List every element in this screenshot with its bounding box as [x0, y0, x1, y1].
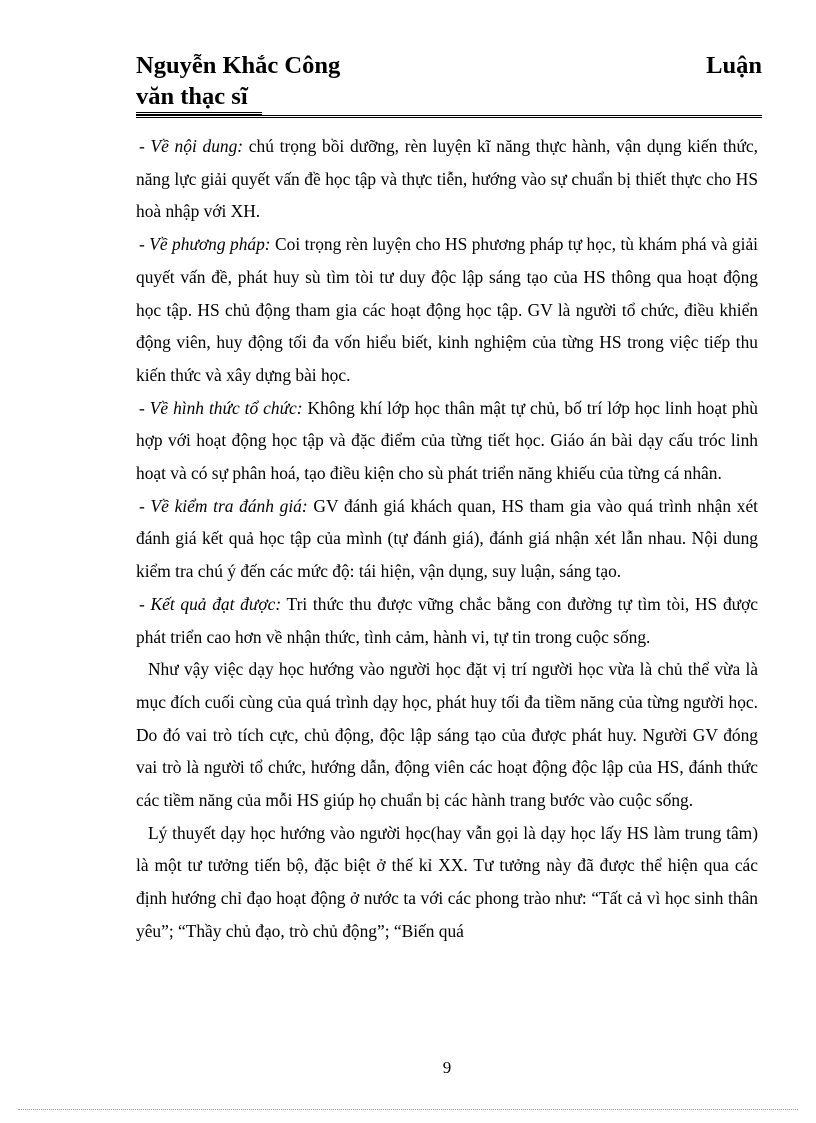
section-text: chú trọng bồi dưỡng, rèn luyện kĩ năng thực hành, vận dụng kiến thức, năng lực giải quyết vấn đề học tập và thực tiễn, hướng vào sự chuẩn bị thiết thực cho HS hoà nhập với XH.	[136, 136, 758, 222]
header-title: Luận	[706, 52, 762, 79]
section-assessment	[136, 490, 758, 588]
section-label: - Kết quả đạt được:	[139, 593, 282, 614]
section-content	[136, 130, 758, 228]
paragraph: Như vậy việc dạy học hướng vào người học đặt vị trí người học vừa là chủ thể vừa là mục đích cuối cùng của quá trình dạy học, phát huy tối đa tiềm năng của từng người học. Do đó vai trò tích cực, chủ động, độc lập sáng tạo của được phát huy. Người GV đóng vai trò là người tổ chức, hướng dẫn, động viên các hoạt động độc lập của HS, đánh thức các tiềm năng của mỗi HS giúp họ chuẩn bị các hành trang bước vào cuộc sống.	[136, 659, 758, 811]
section-text: GV đánh giá khách quan, HS tham gia vào quá trình nhận xét đánh giá kết quả học tập của mình (tự đánh giá), đánh giá nhận xét lẫn nhau. Nội dung kiểm tra chú ý đến các mức độ: tái hiện, vận dụng, suy luận, sáng tạo.	[136, 495, 758, 582]
section-text: Không khí lớp học thân mật tự chủ, bố trí lớp học linh hoạt phù hợp với hoạt động học tập và đặc điểm của từng tiết học. Giáo án bài dạy cấu tróc linh hoạt và có sự phân hoá, tạo điều kiện cho sù phát triển năng khiếu của từng cá nhân.	[136, 397, 758, 484]
section-organization	[136, 392, 758, 490]
section-label: - Về nội dung:	[139, 136, 244, 156]
page-header	[136, 50, 762, 118]
document-body	[136, 130, 758, 948]
section-label: - Về kiểm tra đánh giá:	[139, 495, 308, 516]
section-results	[136, 588, 758, 653]
section-label: - Về hình thức tổ chức:	[139, 397, 303, 418]
section-text: Coi trọng rèn luyện cho HS phương pháp tự học, tù khám phá và giải quyết vấn đề, phát huy sù tìm tòi tư duy độc lập sáng tạo của HS thông qua hoạt động học tập. HS chủ động tham gia các hoạt động học tập. GV là người tổ chức, điều khiển động viên, huy động tối đa vốn hiểu biết, kinh nghiệm của từng HS trong việc tiếp thu kiến thức và xây dựng bài học.	[136, 234, 758, 385]
page-bottom-border	[18, 1109, 798, 1110]
section-text: Tri thức thu được vững chắc bằng con đường tự tìm tòi, HS được phát triển cao hơn về nhận thức, tình cảm, hành vi, tự tin trong cuộc sống.	[136, 593, 758, 647]
header-author: Nguyễn Khắc Công	[136, 52, 341, 79]
paragraph: Lý thuyết dạy học hướng vào người học(hay vẫn gọi là dạy học lấy HS làm trung tâm) là một tư tưởng tiến bộ, đặc biệt ở thế kỉ XX. Tư tưởng này đã được thể hiện qua các định hướng chỉ đạo hoạt động ở nước ta với các phong trào như: “Tất cả vì học sinh thân yêu”; “Thầy chủ đạo, trò chủ động”; “Biến quá	[136, 822, 758, 941]
section-method	[136, 228, 758, 392]
section-label: - Về phương pháp:	[139, 234, 271, 255]
header-title-continued: văn thạc sĩ	[136, 81, 262, 115]
page-number: 9	[442, 1058, 452, 1077]
